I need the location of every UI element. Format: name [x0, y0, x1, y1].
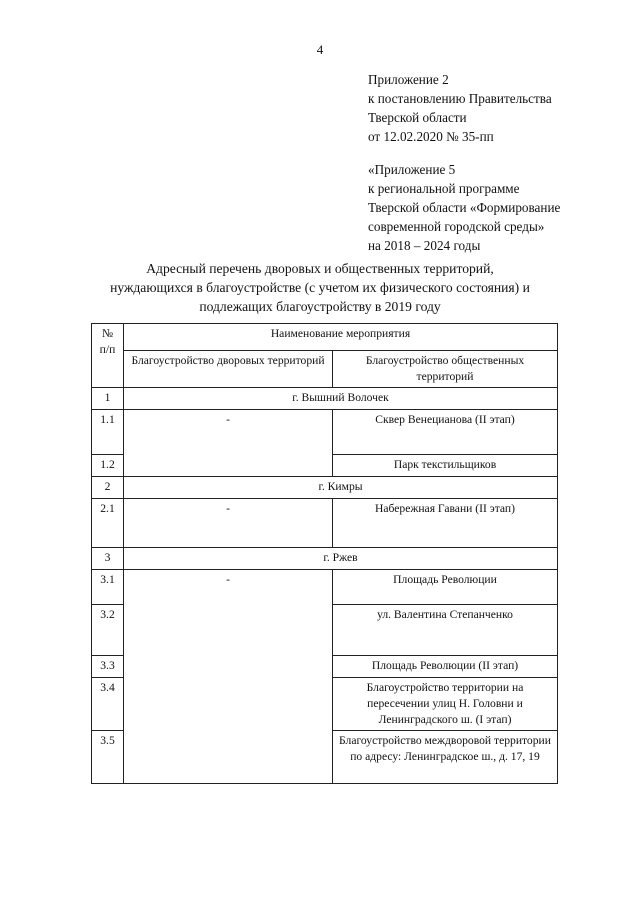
heading-line: Адресный перечень дворовых и общественных территорий,	[146, 261, 494, 276]
city-num-cell: 1	[92, 388, 124, 410]
city-row	[92, 548, 558, 570]
public-territory-cell: ул. Валентина Степанченко	[333, 605, 558, 656]
appendix-5-line: Тверской области «Формирование	[368, 200, 561, 215]
row-num-cell: 1.1	[92, 410, 124, 455]
city-num-cell: 2	[92, 477, 124, 499]
header-name-cell: Наименование мероприятия	[124, 324, 558, 351]
row-num-cell: 1.2	[92, 455, 124, 477]
row-num-cell: 3.5	[92, 731, 124, 784]
dvor-dash: -	[226, 502, 230, 515]
appendix-5-line: к региональной программе	[368, 181, 520, 196]
row-num-cell: 3.4	[92, 678, 124, 731]
city-row	[92, 388, 558, 410]
row-num-cell: 3.3	[92, 656, 124, 678]
table-row	[92, 499, 558, 548]
table-row	[92, 410, 558, 455]
dvor-cell	[124, 499, 333, 548]
dvor-cell	[124, 410, 333, 477]
city-name-cell: г. Ржев	[124, 548, 558, 570]
heading-line: подлежащих благоустройству в 2019 году	[199, 299, 441, 314]
dvor-cell	[124, 570, 333, 784]
public-territory-cell: Площадь Революции	[333, 570, 558, 605]
appendix-2-line: к постановлению Правительства	[368, 91, 552, 106]
heading-line: нуждающихся в благоустройстве (с учетом их физического состояния) и	[110, 280, 530, 295]
public-territory-cell: Площадь Революции (II этап)	[333, 656, 558, 678]
public-territory-cell: Благоустройство территории на пересечении улиц Н. Головни и Ленинградского ш. (I этап)	[333, 678, 558, 731]
header-obsh-cell: Благоустройство общественных территорий	[333, 351, 558, 388]
appendix-5-line: современной городской среды»	[368, 219, 545, 234]
appendix-5-line: на 2018 – 2024 годы	[368, 238, 481, 253]
document-heading	[60, 259, 580, 316]
table-subheader-row	[92, 351, 558, 388]
public-territory-cell: Благоустройство междворовой территории по адресу: Ленинградское ш., д. 17, 19	[333, 731, 558, 784]
row-num-cell: 3.1	[92, 570, 124, 605]
territory-table	[91, 323, 558, 784]
city-name-cell: г. Вышний Волочек	[124, 388, 558, 410]
page-number: 4	[316, 42, 324, 57]
city-row	[92, 477, 558, 499]
dvor-dash: -	[226, 413, 230, 426]
appendix-2-line: Тверской области	[368, 110, 467, 125]
public-territory-cell: Набережная Гавани (II этап)	[333, 499, 558, 548]
table-row	[92, 570, 558, 605]
city-num-cell: 3	[92, 548, 124, 570]
public-territory-cell: Сквер Венецианова (II этап)	[333, 410, 558, 455]
row-num-cell: 3.2	[92, 605, 124, 656]
table-header-row	[92, 324, 558, 351]
appendix-5-line: «Приложение 5	[368, 162, 456, 177]
city-name-cell: г. Кимры	[124, 477, 558, 499]
header-dvor-cell: Благоустройство дворовых территорий	[124, 351, 333, 388]
public-territory-cell: Парк текстильщиков	[333, 455, 558, 477]
appendix-2-block	[368, 70, 618, 146]
appendix-5-block	[368, 160, 618, 255]
row-num-cell: 2.1	[92, 499, 124, 548]
header-num-cell: № п/п	[92, 324, 124, 388]
appendix-2-line: от 12.02.2020 № 35-пп	[368, 129, 494, 144]
appendix-2-line: Приложение 2	[368, 72, 449, 87]
dvor-dash: -	[226, 573, 230, 586]
